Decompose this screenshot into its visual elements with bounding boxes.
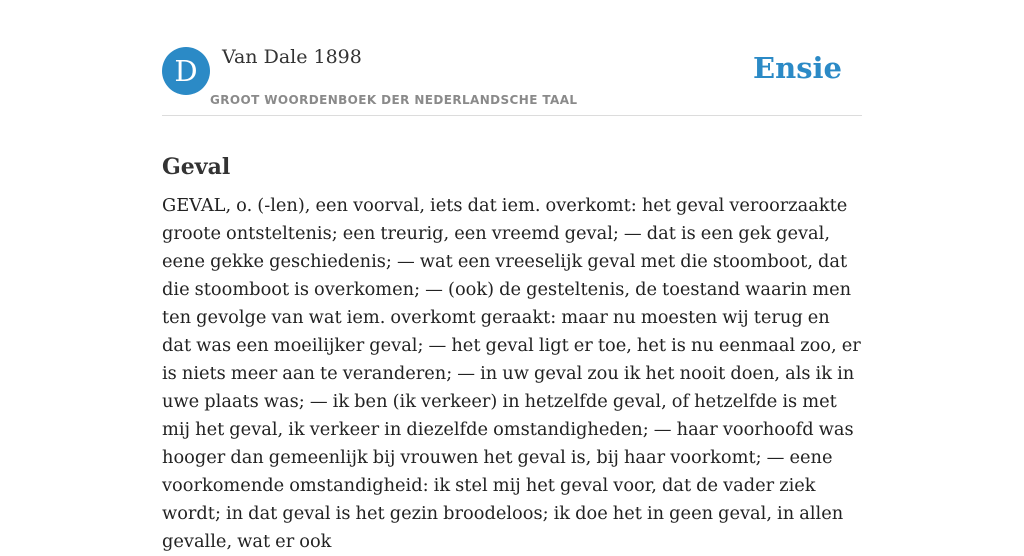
dictionary-logo[interactable]: D [162, 47, 210, 95]
dictionary-header [162, 0, 862, 116]
page [162, 0, 862, 552]
dictionary-subtitle: GROOT WOORDENBOEK DER NEDERLANDSCHE TAAL [210, 93, 578, 107]
entry-heading: Geval [162, 153, 231, 180]
dictionary-title[interactable]: Van Dale 1898 [222, 46, 362, 68]
entry-definition: GEVAL, o. (-len), een voorval, iets dat iem. overkomt: het geval veroorzaakte groote ontsteltenis; een treurig, een vreemd geval; — dat is een gek geval, eene gekke geschiedenis; — wat een vreeselijk geval met die stoomboot, dat die stoomboot is overkomen; — (ook) de gesteltenis, de toestand waarin men ten gevolge van wat iem. overkomt geraakt: maar nu moesten wij terug en dat was een moeilijker geval; — het geval ligt er toe, het is nu eenmaal zoo, er is niets meer aan te veranderen; — in uw geval zou ik het nooit doen, als ik in uwe plaats was; — ik ben (ik verkeer) in hetzelfde geval, of hetzelfde is met mij het geval, ik verkeer in diezelfde omstandigheden; — haar voorhoofd was hooger dan gemeenlijk bij vrouwen het geval is, bij haar voorkomt; — eene voorkomende omstandigheid: ik stel mij het geval voor, dat de vader ziek wordt; in dat geval is het gezin broodeloos; ik doe het in geen geval, in allen gevalle, wat er ook [162, 195, 861, 552]
ensie-logo[interactable]: Ensie [753, 51, 842, 85]
